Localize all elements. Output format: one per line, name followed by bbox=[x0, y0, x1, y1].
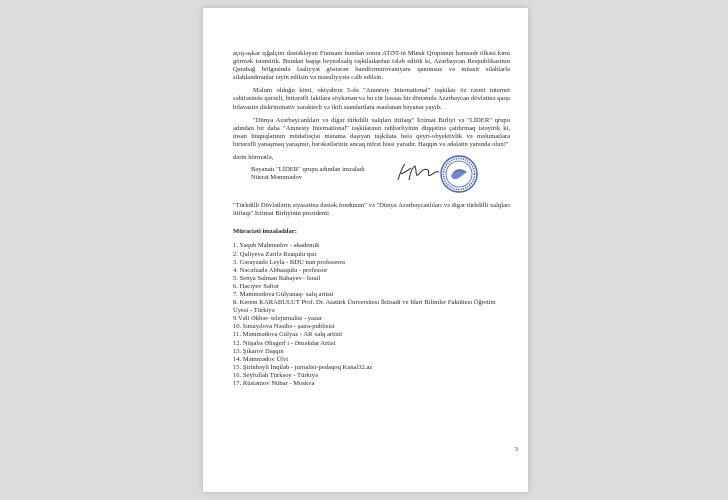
signers-heading: Müraciəti imzaladılar: bbox=[233, 228, 297, 236]
list-item: 10. İsmayılova Nəsibə - şaıra-publisist bbox=[233, 323, 335, 331]
page-number: 3 bbox=[514, 445, 518, 453]
list-item: 16. Seyfullah Türksoy - Türkiyə bbox=[233, 371, 318, 379]
list-item: 15. Şirinbəyli İnqilab - jurnalist-pedaqoq Kanal32.az bbox=[233, 363, 373, 371]
handwritten-signature bbox=[395, 160, 441, 186]
list-item: 6. Hacıyev Səftər bbox=[233, 282, 279, 290]
signatory-name: Nüsrət Məmmədov bbox=[251, 174, 303, 182]
list-item: 2. Quliyeva Zərifə Rzaqulu qızı bbox=[233, 250, 317, 258]
list-item: 4. Nəcəfzadə Abbasqulu - professor bbox=[233, 266, 328, 274]
list-item: 5. Senya Salman Rabayev– İsrail bbox=[233, 274, 321, 282]
list-item: 3. Gərayzadə Leyla - BDU nun professoru bbox=[233, 258, 345, 266]
list-item: 11. Məmmədova Gülyaz - AR xalq artisti bbox=[233, 331, 343, 339]
document-page bbox=[203, 8, 528, 492]
paragraph-3: "Dünya Azərbaycanlıları və digər türkdilli xalqları ittifaqı" İctimai Birliyi və "LİDER" qrupu adından bir daha "Amnesty International" təşkilatının rəhbərliyinin diqqətinə çatdırmaq istəyirik ki, insan hüquqlarının müdafiəçisi mərama daşıyan təşkilata belə qeyri-obyektivlik və məlumatlara birtərəfli yanaşmaq yaraşmır, hərəkətləriniz ancaq nifrət hissi yaradır. Haqqın və ədalətin yanında olun!" bbox=[233, 116, 510, 148]
signers-list bbox=[233, 242, 510, 388]
list-item: 7. Məmmədova Gülyanaq- xalq artisti bbox=[233, 290, 334, 298]
paragraph-2: Məlum olduğu kimi, oktyabrın 5-də "Amnesty International" təşkilatı öz rəsmi internet səhifəsində qərəzli, birtərəfli faktlara söykənən və bu cür həssas bir dönəmdə Azərbaycan dövlətinə qarşı bilavasitə diskriminativ xarakterli və ikili standartlara əsaslanan bəyanat yayıb. bbox=[233, 87, 510, 111]
list-item: 9.Vəli Əkbər- telejurnalist - yazar bbox=[233, 315, 323, 323]
signature-block bbox=[233, 166, 510, 196]
signatory-line: Bəyanatı "LİDER" qrupu adından imzaladı bbox=[251, 166, 365, 174]
signatory-text bbox=[251, 166, 365, 182]
president-title: "Türkdilli Dövlətlərin siyasətinə dəstək fondunun" və "Dünya Azərbaycanlıları və digər türkdilli xalqları ittifaqı" İctimai Birliyinin prezidenti bbox=[233, 202, 510, 218]
list-item: 8. Kerem KARABULUT Prof. Dr. Atatürk Üniversitesi İktisadi ve İdari Bilimler Fakültesi Öğretim Üyesi - Türkiyə bbox=[233, 299, 496, 315]
list-item: 12. Nüşabə Əlisgerl i - Əməkdar Artist bbox=[233, 339, 336, 347]
list-item: 17. Rüstəmov Nübar - Moskva bbox=[233, 380, 315, 387]
paragraph-1: açıq-aşkar işğalçını dəstəkləyən Fransanı bundan sonra ATƏT-in Minsk Qrupunun həmsədr ölkəsi kimi görmək istəmirik. Bundan başqa beynəlxalq təşkilatlardan tələb edirik ki, Azərbaycan Respublikasının Qarabağ bölgəsində fəaliyyət göstərən bandformirovaniyanı qanunsuz və müasir silahlarla silahlandıranlar təyin edilsin və məsuliyyətə cəlb edilsin. bbox=[233, 50, 510, 82]
closing-regards: dərin hörmətlə, bbox=[233, 154, 274, 162]
list-item: 14. Məmmədov Ülvi bbox=[233, 355, 289, 363]
official-stamp-icon bbox=[439, 154, 479, 194]
list-item: 13. Şikarov Daşqın bbox=[233, 347, 284, 355]
list-item: 1. Yaqub Mahmudov - akademik bbox=[233, 242, 320, 250]
